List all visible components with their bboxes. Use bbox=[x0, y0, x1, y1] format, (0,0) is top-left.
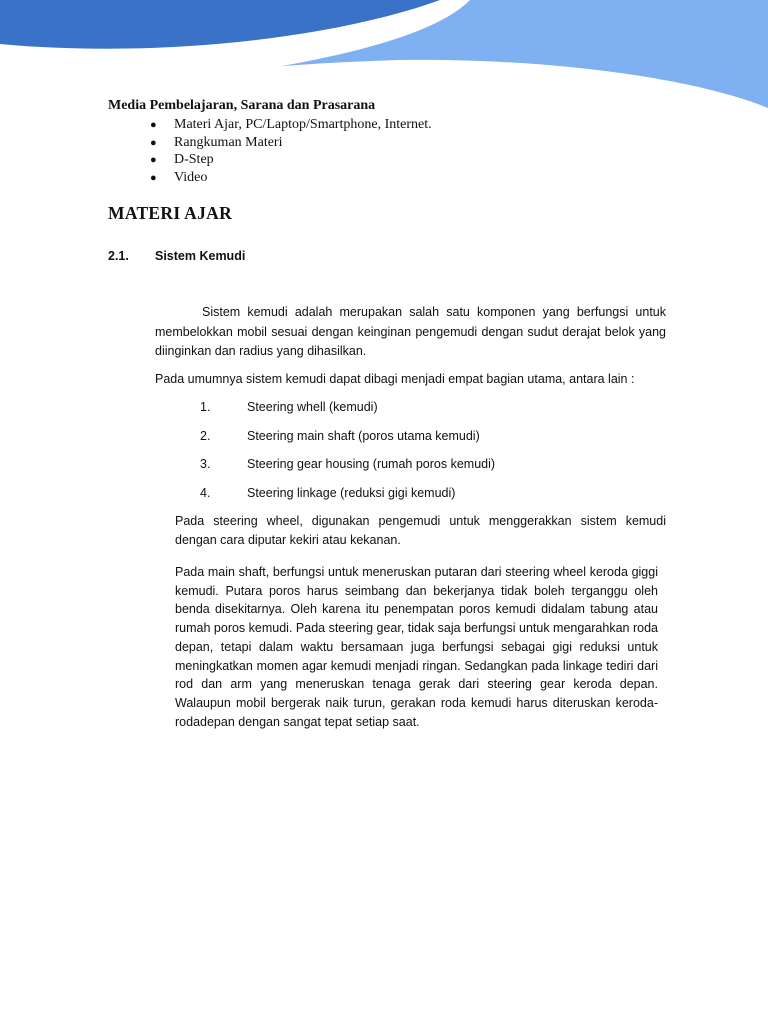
paragraph-intro: Sistem kemudi adalah merupakan salah satu komponen yang berfungsi untuk membelokkan mobil sesuai dengan keinginan pengemudi dengan sudut derajat belok yang diinginkan dan radius yang dihasilkan. bbox=[155, 305, 666, 358]
bullet-dot-icon: ● bbox=[150, 171, 157, 184]
list-item-text: Video bbox=[174, 169, 208, 185]
list-item-text: D-Step bbox=[174, 152, 214, 168]
subsection-number: 2.1. bbox=[108, 249, 129, 263]
media-bullet-list bbox=[150, 116, 432, 186]
bullet-dot-icon: ● bbox=[150, 136, 157, 149]
media-section-title: Media Pembelajaran, Sarana dan Prasarana bbox=[108, 98, 376, 113]
list-item-text: Steering gear housing (rumah poros kemudi) bbox=[247, 457, 496, 471]
section-heading: MATERI AJAR bbox=[108, 203, 233, 223]
list-item-number: 3. bbox=[200, 457, 211, 471]
paragraph-steering-wheel: Pada steering wheel, digunakan pengemudi untuk menggerakkan sistem kemudi dengan cara diputar kekiri atau kekanan. bbox=[175, 514, 666, 547]
list-item-text: Steering main shaft (poros utama kemudi) bbox=[247, 428, 480, 443]
list-item bbox=[150, 151, 432, 169]
list-item bbox=[150, 116, 432, 134]
wave-dark-band bbox=[0, 0, 440, 49]
list-item-number: 1. bbox=[200, 400, 211, 414]
paragraph-main-shaft: Pada main shaft, berfungsi untuk meneruskan putaran dari steering wheel keroda giggi kemudi. Putara poros harus seimbang dan bekerjanya tidak boleh terganggu oleh benda disekitarnya. Oleh karena itu penempatan poros kemudi didalam tabung atau rumah poros kemudi. Pada steering gear, tidak saja berfungsi untuk mengarahkan roda depan, tetapi dalam waktu bersamaan juga berfungsi sebagai gigi reduksi untuk meningkatkan momen agar kemudi menjadi ringan. Sedangkan pada linkage tediri dari rod dan arm yang meneruskan tenaga gerak dari steering gear keroda depan. Walaupun mobil bergerak naik turun, gerakan roda kemudi harus diteruskan keroda-rodadepan dengan sangat tepat setiap saat. bbox=[175, 565, 658, 729]
list-item-number: 2. bbox=[200, 428, 211, 443]
list-item-number: 4. bbox=[200, 485, 211, 500]
list-item bbox=[200, 484, 495, 513]
list-item bbox=[200, 398, 495, 427]
steering-parts-list bbox=[200, 398, 495, 512]
list-item-text: Rangkuman Materi bbox=[174, 134, 283, 150]
bullet-dot-icon: ● bbox=[150, 119, 157, 131]
header-wave-decoration bbox=[0, 0, 768, 110]
list-item bbox=[200, 427, 495, 456]
list-item bbox=[200, 455, 495, 484]
list-item bbox=[150, 169, 432, 187]
subsection-heading bbox=[108, 249, 245, 263]
list-item-text: Steering linkage (reduksi gigi kemudi) bbox=[247, 485, 456, 500]
list-item-text: Materi Ajar, PC/Laptop/Smartphone, Internet. bbox=[174, 117, 432, 132]
subsection-title: Sistem Kemudi bbox=[155, 249, 246, 263]
list-item-text: Steering whell (kemudi) bbox=[247, 400, 378, 414]
list-item bbox=[150, 134, 432, 152]
bullet-dot-icon: ● bbox=[150, 154, 157, 167]
paragraph-division: Pada umumnya sistem kemudi dapat dibagi menjadi empat bagian utama, antara lain : bbox=[155, 372, 635, 386]
